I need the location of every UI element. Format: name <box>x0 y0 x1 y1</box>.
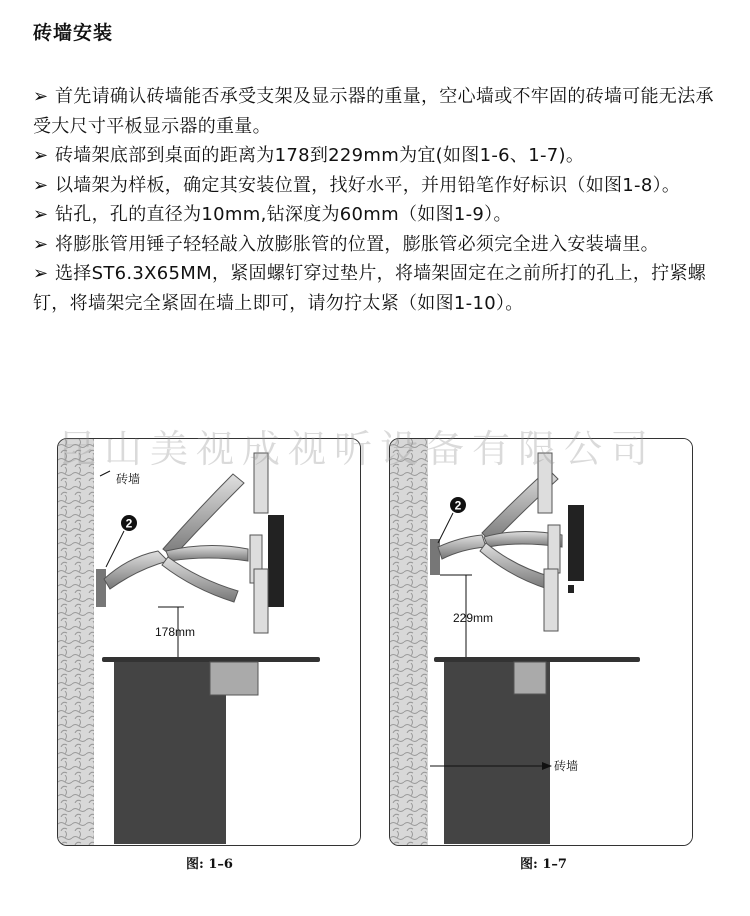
monitor-back-low <box>544 569 558 631</box>
desk-top <box>434 657 640 662</box>
instruction-item <box>33 82 723 141</box>
brick-wall <box>390 439 428 845</box>
instruction-item <box>33 259 723 318</box>
step-number: 2 <box>125 516 133 531</box>
desk-cabinet <box>114 662 226 844</box>
step-number: 2 <box>454 498 462 513</box>
wall-mount-diagram-178 <box>58 439 360 845</box>
monitor-back-top <box>254 453 268 513</box>
instruction-text: 首先请确认砖墙能否承受支架及显示器的重量，空心墙或不牢固的砖墙可能无法承受大尺寸平板显示器的重量。 <box>33 86 714 137</box>
distance-label: 229mm <box>453 611 494 625</box>
desk-drawer <box>514 662 546 694</box>
wall-bracket <box>430 539 440 575</box>
instruction-text: 钻孔，孔的直径为10mm,钻深度为60mm（如图1-9）。 <box>55 204 512 225</box>
desk-top <box>102 657 320 662</box>
instruction-list <box>33 82 723 318</box>
arrow-bullet-icon: ➢ <box>33 145 49 166</box>
arrow-bullet-icon: ➢ <box>33 174 49 196</box>
figure-1-7 <box>389 438 693 846</box>
figure-caption: 图: 1–6 <box>186 857 233 872</box>
wall-bracket <box>96 569 106 607</box>
arrow-bullet-icon: ➢ <box>33 263 49 284</box>
desk-drawer <box>210 662 258 695</box>
monitor-screen <box>568 505 584 581</box>
monitor-mount <box>548 525 560 573</box>
instruction-item <box>33 200 723 230</box>
figure-caption: 图: 1–7 <box>520 857 567 872</box>
arrow-bullet-icon: ➢ <box>33 86 49 107</box>
instruction-text: 选择ST6.3X65MM，紧固螺钉穿过垫片，将墙架固定在之前所打的孔上，拧紧螺钉，将墙架完全紧固在墙上即可，请勿拧太紧（如图1-10）。 <box>33 263 707 314</box>
brick-wall <box>58 439 94 845</box>
watermark: 昆山美视成视听设备有限公司 <box>58 427 657 471</box>
instruction-item <box>33 141 723 171</box>
wall-label: 砖墙 <box>116 472 141 486</box>
instruction-text: 将膨胀管用锤子轻轻敲入放膨胀管的位置，膨胀管必须完全进入安装墙里。 <box>55 233 659 255</box>
monitor-screen <box>268 515 284 607</box>
instruction-text: 以墙架为样板，确定其安装位置，找好水平，并用铅笔作好标识（如图1-8）。 <box>55 174 681 196</box>
monitor-back-top <box>538 453 552 513</box>
arrow-bullet-icon: ➢ <box>33 233 49 255</box>
monitor-back-low <box>254 569 268 633</box>
instruction-text: 砖墙架底部到桌面的距离为178到229mm为宜(如图1-6、1-7)。 <box>55 145 585 166</box>
arrow-bullet-icon: ➢ <box>33 204 49 225</box>
figure-1-6 <box>57 438 361 846</box>
wall-label: 砖墙 <box>554 759 579 773</box>
instruction-item <box>33 230 723 260</box>
page-title: 砖墙安装 <box>33 22 114 44</box>
wall-mount-diagram-229 <box>390 439 692 845</box>
distance-label: 178mm <box>155 625 196 639</box>
instruction-item <box>33 171 723 201</box>
